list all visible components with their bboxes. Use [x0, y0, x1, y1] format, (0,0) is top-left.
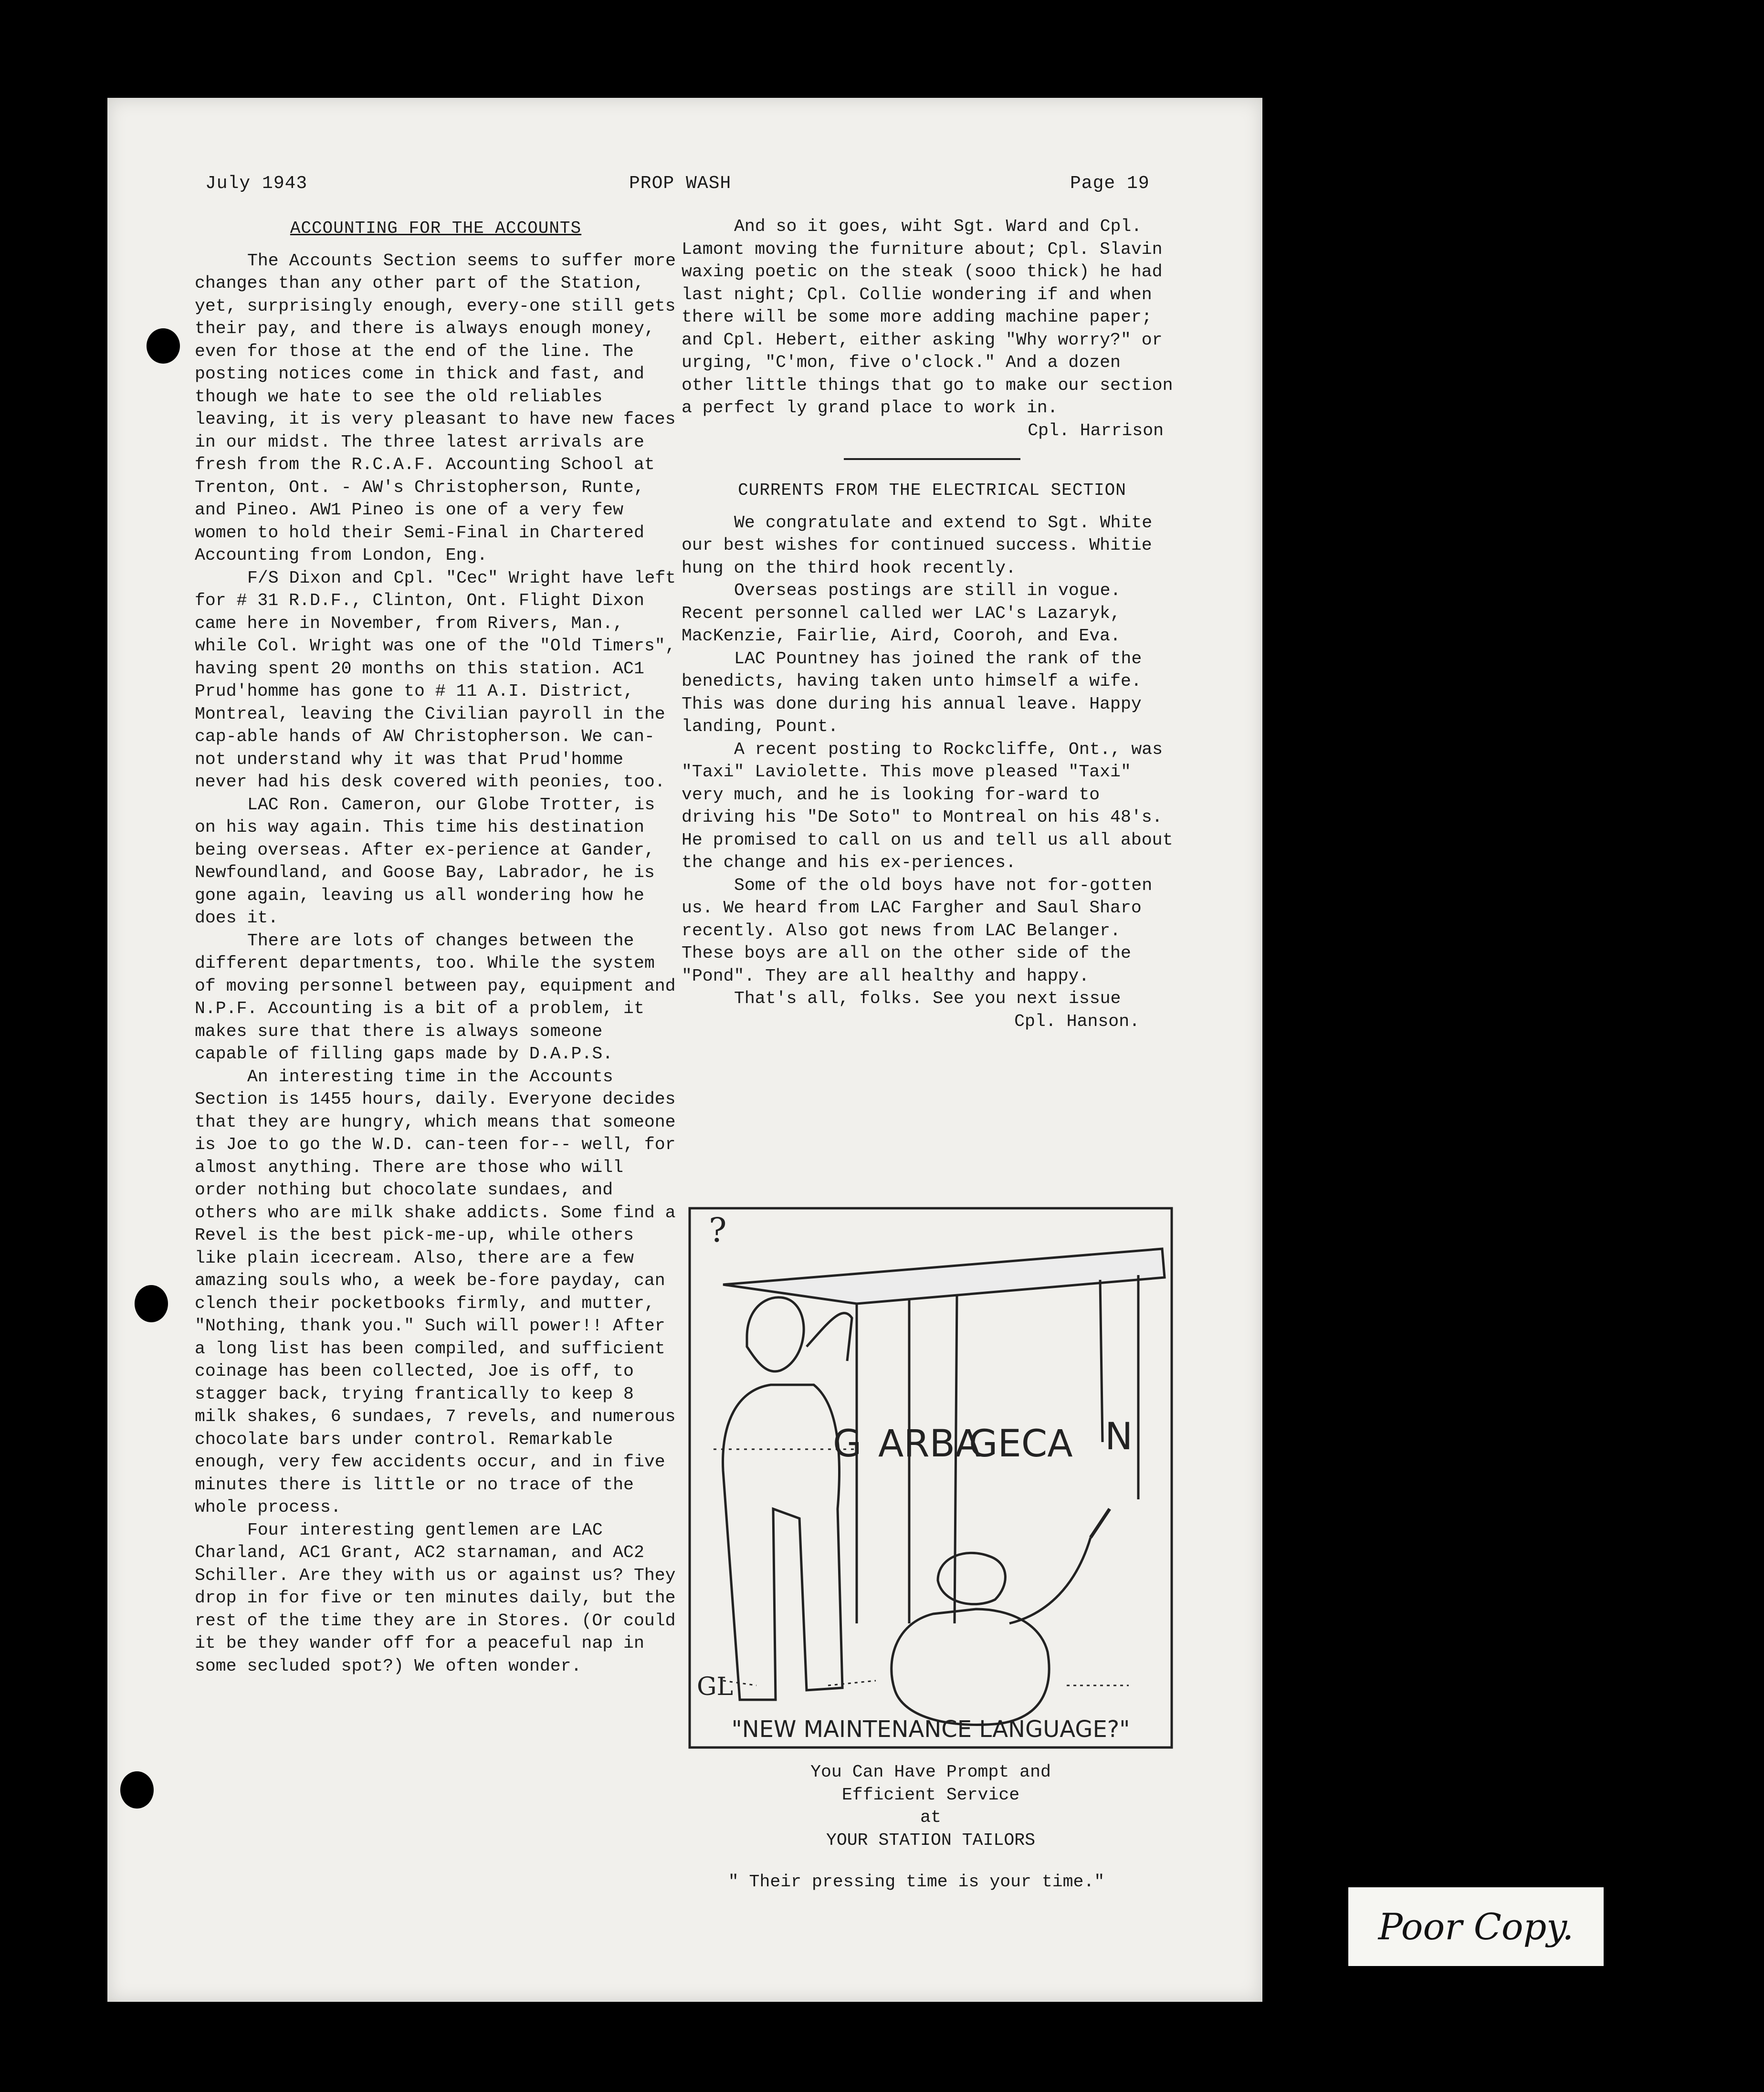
electrical-paragraph: That's all, folks. See you next issue [734, 989, 1121, 1008]
poor-copy-note: Poor Copy. [1348, 1887, 1604, 1966]
cartoon-man-arm [807, 1313, 852, 1361]
electrical-paragraph: Overseas postings are still in vogue. Recent personnel called wer LAC's Lazaryk, MacKenzie, Fairlie, Aird, Cooroh, and Eva. [682, 581, 1121, 646]
punch-hole [147, 328, 180, 364]
electrical-paragraph: A recent posting to Rockcliffe, Ont., was "Taxi" Laviolette. This move pleased "Taxi" very much, and he is looking for-ward to driving his "De Soto" to Montreal on his 48's. He promised to call on us and tell us all about the change and his ex-periences. [682, 739, 1173, 872]
electrical-paragraph: LAC Pountney has joined the rank of the benedicts, having taken unto himself a wife. This was done during his annual leave. Happy landing, Pount. [682, 649, 1142, 736]
tailor-line: YOUR STATION TAILORS [826, 1830, 1036, 1850]
cartoon-sign-letter: N [1105, 1415, 1133, 1458]
cartoon-paintbrush-arm [1009, 1538, 1091, 1623]
accounts-paragraph: The Accounts Section seems to suffer more changes than any other part of the Station, yet, surprisingly enough, every-one still gets their pay, and there is always enough money, even for those at the end of the line. The posting notices come in thick and fast, and though we hate to see the old reliables leaving, it is very pleasant to have new faces in our midst. The three latest arrivals are fresh from the R.C.A.F. Accounting School at Trenton, Ont. - AW's Christopherson, Runte, and Pineo. AW1 Pineo is one of a very few women to hold their Semi-Final in Chartered Accounting from London, Eng. [195, 251, 676, 565]
cartoon-painter-head [938, 1553, 1005, 1604]
cartoon-roof [723, 1249, 1165, 1304]
electrical-signature: Cpl. Hanson. [1014, 1011, 1140, 1031]
left-column [195, 217, 677, 1677]
cartoon-sign-letters: GECA [969, 1423, 1073, 1465]
cartoon-caption: "NEW MAINTENANCE LANGUAGE?" [731, 1716, 1130, 1743]
accounts-continued: And so it goes, wiht Sgt. Ward and Cpl. Lamont moving the furniture about; Cpl. Slavin waxing poetic on the steak (sooo thick) he had last night; Cpl. Collie wondering if and when there will be some more adding machine paper; and Cpl. Hebert, either asking "Why worry?" or urging, "C'mon, five o'clock." And a dozen other little things that go to make our section a perfect ly grand place to work in. [682, 217, 1173, 418]
header-publication: PROP WASH [629, 173, 732, 194]
cartoon-man-body [723, 1385, 842, 1700]
tailor-line: You Can Have Prompt and [810, 1762, 1051, 1782]
accounts-paragraph: An interesting time in the Accounts Section is 1455 hours, daily. Everyone decides that they are hungry, which means that someone is Joe to go the W.D. can-teen for-- well, for almost anything. There are those who will order nothing but chocolate sundaes, and others who are milk shake addicts. Some find a Revel is the best pick-me-up, while others like plain icecream. Also, there are a few amazing souls who, a week be-fore payday, can clench their pocketbooks firmly, and mutter, "Nothing, thank you." Such will power!! After a long list has been compiled, and sufficient coinage has been collected, Joe is off, to stagger back, trying frantically to keep 8 milk shakes, 6 sundaes, 7 revels, and numerous chocolate bars under control. Remarkable enough, very few accidents occur, and in five minutes there is little or no trace of the whole process. [195, 1067, 676, 1517]
accounts-paragraph: LAC Ron. Cameron, our Globe Trotter, is on his way again. This time his destination being overseas. After ex-perience at Gander, Newfoundland, and Goose Bay, Labrador, he is gone again, leaving us all wondering how he does it. [195, 795, 655, 928]
cartoon-ground [723, 1681, 1129, 1685]
electrical-paragraph: Some of the old boys have not for-gotten us. We heard from LAC Fargher and Saul Sharo recently. Also got news from LAC Belanger. These boys are all on the other side of the "Pond". They are all healthy and happy. [682, 875, 1153, 986]
punch-hole [120, 1771, 154, 1809]
header-page-number: Page 19 [1070, 173, 1150, 194]
electrical-title: CURRENTS FROM THE ELECTRICAL SECTION [738, 481, 1126, 500]
accounts-title: ACCOUNTING FOR THE ACCOUNTS [290, 219, 582, 238]
accounts-paragraph: There are lots of changes between the different departments, too. While the system of moving personnel between pay, equipment and N.P.F. Accounting is a bit of a problem, it makes sure that there is always someone capable of filling gaps made by D.A.P.S. [195, 931, 676, 1064]
accounts-paragraph: F/S Dixon and Cpl. "Cec" Wright have left for # 31 R.D.F., Clinton, Ont. Flight Dixon came here in November, from Rivers, Man., while Col. Wright was one of the "Old Timers", having spent 20 months on this station. AC1 Prud'homme has gone to # 11 A.I. District, Montreal, leaving the Civilian payroll in the cap-able hands of AW Christopherson. We can-not understand why it was that Prud'homme never had his desk covered with peonies, too. [195, 568, 676, 792]
newsletter-page [107, 98, 1262, 2002]
right-column [682, 215, 1183, 1033]
punch-hole [135, 1285, 168, 1322]
cartoon-painter-body [892, 1609, 1049, 1725]
tailor-advertisement [685, 1761, 1176, 1893]
electrical-paragraph: We congratulate and extend to Sgt. White our best wishes for continued success. Whitie hung on the third hook recently. [682, 513, 1153, 578]
cartoon-paintbrush [1091, 1509, 1110, 1538]
tailor-slogan: " Their pressing time is your time." [728, 1872, 1105, 1892]
tailor-line: at [920, 1808, 941, 1827]
cartoon-question-mark: ? [709, 1211, 727, 1250]
cartoon-illustration [685, 1203, 1176, 1752]
cartoon-artist-mark: GL [697, 1673, 734, 1701]
header-date: July 1943 [205, 173, 308, 194]
cartoon-man-head [747, 1297, 804, 1371]
cartoon-sign-letters: ARBA [878, 1423, 981, 1465]
accounts-signature: Cpl. Harrison [1028, 420, 1164, 440]
tailor-line: Efficient Service [841, 1785, 1020, 1805]
accounts-paragraph: Four interesting gentlemen are LAC Charland, AC1 Grant, AC2 starnaman, and AC2 Schiller. Are they with us or against us? They drop in for five or ten minutes daily, but the rest of the time they are in Stores. (Or could it be they wander off for a peaceful nap in some secluded spot?) We often wonder. [195, 1520, 676, 1676]
section-divider [844, 458, 1020, 460]
cartoon-sign-letter: G [833, 1423, 862, 1465]
